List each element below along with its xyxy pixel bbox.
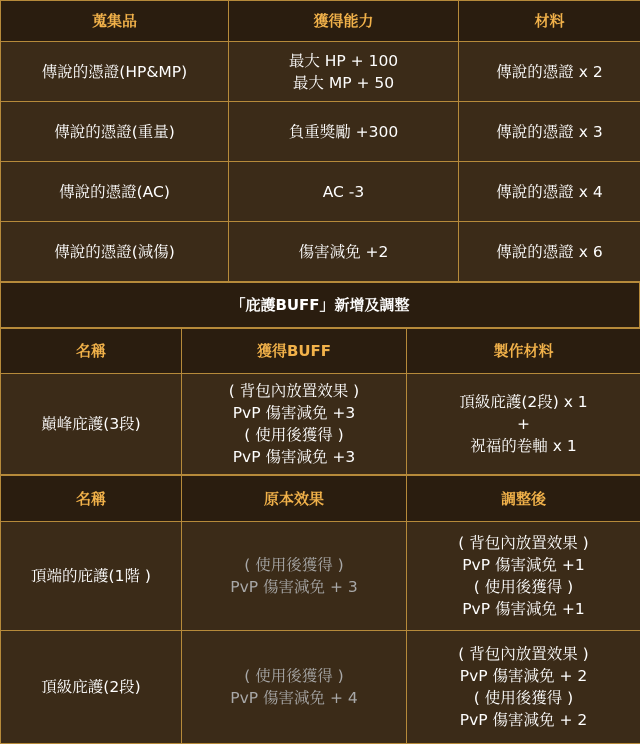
header-buff: 獲得BUFF	[182, 329, 407, 374]
collectible-name: 傳說的憑證(減傷)	[1, 222, 229, 282]
adjustment-table	[0, 475, 640, 744]
new-buff-table	[0, 328, 640, 475]
original-effect-cell	[182, 631, 407, 744]
header-name: 名稱	[1, 476, 182, 522]
buff-line: PvP 傷害減免 +3	[182, 446, 406, 468]
adjust-name: 頂端的庇護(1階 )	[1, 522, 182, 631]
collectible-name: 傳說的憑證(AC)	[1, 162, 229, 222]
ability-line: 最大 MP + 50	[229, 72, 458, 94]
collectible-name: 傳說的憑證(HP&MP)	[1, 42, 229, 102]
header-craft-material: 製作材料	[407, 329, 640, 374]
ability-cell	[229, 42, 459, 102]
original-effect-line: ( 使用後獲得 )	[182, 665, 406, 687]
header-adjusted: 調整後	[407, 476, 640, 522]
original-effect-line: ( 使用後獲得 )	[182, 554, 406, 576]
adjusted-effect-line: ( 背包內放置效果 )	[407, 532, 640, 554]
adjusted-effect-line: PvP 傷害減免 + 2	[407, 709, 640, 731]
collectibles-header-row	[1, 1, 640, 42]
ability-cell: 傷害減免 +2	[229, 222, 459, 282]
buff-line: PvP 傷害減免 +3	[182, 402, 406, 424]
section-title: 「庇護BUFF」新增及調整	[1, 283, 640, 328]
adjustment-header-row	[1, 476, 640, 522]
new-buff-header-row	[1, 329, 640, 374]
header-collectible: 蒐集品	[1, 1, 229, 42]
header-material: 材料	[459, 1, 640, 42]
section-heading-table	[0, 282, 640, 328]
craft-material-line: +	[407, 413, 640, 435]
ability-line: 最大 HP + 100	[229, 50, 458, 72]
table-row	[1, 162, 640, 222]
material-cell: 傳說的憑證 x 3	[459, 102, 640, 162]
original-effect-cell	[182, 522, 407, 631]
material-cell: 傳說的憑證 x 4	[459, 162, 640, 222]
craft-material-line: 祝福的卷軸 x 1	[407, 435, 640, 457]
buff-line: ( 背包內放置效果 )	[182, 380, 406, 402]
original-effect-line: PvP 傷害減免 + 4	[182, 687, 406, 709]
header-original: 原本效果	[182, 476, 407, 522]
header-ability: 獲得能力	[229, 1, 459, 42]
table-row	[1, 222, 640, 282]
adjust-name: 頂級庇護(2段)	[1, 631, 182, 744]
ability-cell: AC -3	[229, 162, 459, 222]
buff-name: 巔峰庇護(3段)	[1, 374, 182, 475]
collectible-name: 傳說的憑證(重量)	[1, 102, 229, 162]
adjusted-effect-cell	[407, 631, 640, 744]
table-row	[1, 374, 640, 475]
table-row	[1, 102, 640, 162]
craft-material-cell	[407, 374, 640, 475]
table-row	[1, 522, 640, 631]
adjusted-effect-line: ( 使用後獲得 )	[407, 687, 640, 709]
craft-material-line: 頂級庇護(2段) x 1	[407, 391, 640, 413]
adjusted-effect-cell	[407, 522, 640, 631]
table-row	[1, 631, 640, 744]
adjusted-effect-line: ( 背包內放置效果 )	[407, 643, 640, 665]
material-cell: 傳說的憑證 x 2	[459, 42, 640, 102]
collectibles-table	[0, 0, 640, 282]
adjusted-effect-line: PvP 傷害減免 + 2	[407, 665, 640, 687]
adjusted-effect-line: PvP 傷害減免 +1	[407, 598, 640, 620]
adjusted-effect-line: PvP 傷害減免 +1	[407, 554, 640, 576]
adjusted-effect-line: ( 使用後獲得 )	[407, 576, 640, 598]
buff-line: ( 使用後獲得 )	[182, 424, 406, 446]
buff-cell	[182, 374, 407, 475]
original-effect-line: PvP 傷害減免 + 3	[182, 576, 406, 598]
header-name: 名稱	[1, 329, 182, 374]
material-cell: 傳說的憑證 x 6	[459, 222, 640, 282]
ability-cell: 負重獎勵 +300	[229, 102, 459, 162]
table-row	[1, 42, 640, 102]
